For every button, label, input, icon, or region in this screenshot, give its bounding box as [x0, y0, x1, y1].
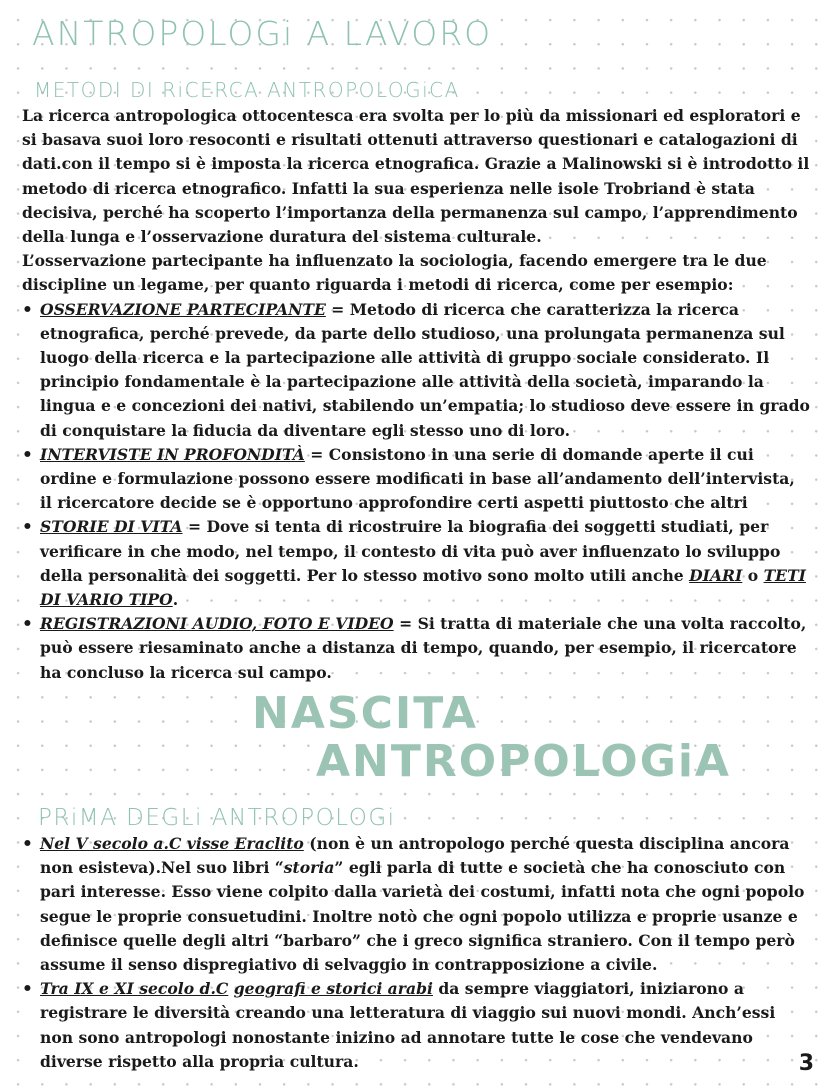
- term: STORIE DI VITA: [40, 517, 183, 537]
- section-methods: [22, 104, 812, 685]
- methods-list: [22, 298, 812, 685]
- definition: = Metodo di ricerca che caratterizza la ricerca etnografica, perché prevede, da parte dello studioso, una prolungata permanenza sul luogo della ricerca e la partecipazione alle attività di gruppo sociale considerato. Il principio fondamentale è la partecipazione alle attività della società, imparando la lingua e e concezioni dei nativi, stabilendo un’empatia; lo studioso deve essere in grado di conquistare la fiducia da diventare egli stesso uno di loro.: [40, 299, 810, 440]
- term: Tra IX e XI secolo d.C: [40, 979, 229, 999]
- book-title: storia: [283, 858, 335, 878]
- history-list: [22, 832, 812, 1074]
- term: OSSERVAZIONE PARTECIPANTE: [40, 299, 326, 319]
- definition: o: [742, 565, 764, 585]
- text: ” egli parla di tutte e società che ha conosciuto con pari interesse. Esso viene colpito dalla varietà dei costumi, infatti nota che ogni popolo segue le proprie consuetudini. Inoltre notò che ogni popolo utilizza e proprie usanze e definisce quelle degli altri “barbaro” che i greco significa straniero. Con il tempo però assume il senso dispregiativo di selvaggio in contrapposizione a civile.: [40, 858, 805, 975]
- section-heading-before: PRiMA DEGLi ANTROPOLOGi: [38, 805, 396, 831]
- page-title: ANTROPOLOGi A LAVORO: [32, 14, 493, 53]
- section-before: [22, 832, 812, 1074]
- list-item: [22, 832, 812, 977]
- paragraph: La ricerca antropologica ottocentesca era svolta per lo più da missionari ed esploratori e si basava suoi loro resoconti e risultati ottenuti attraverso questionari e catalogazioni di dati.con il tempo si è imposta la ricerca etnografica. Grazie a Malinowski si è introdotto il metodo di ricerca etnografico. Infatti la sua esperienza nelle isole Trobriand è stata decisiva, perché ha scoperto l’importanza della permanenza sul campo, l’apprendimento della lunga e l’osservazione duratura del sistema culturale.: [22, 106, 810, 247]
- term: REGISTRAZIONI AUDIO, FOTO E VIDEO: [40, 614, 394, 634]
- text: da sempre viaggiatori, iniziarono a registrare le diversità creando una letteratura di viaggio sui nuovi mondi. Anch’essi non sono antropologi nonostante inizino ad annotare tutte le cose che vendevano diverse rispetto alla propria cultura.: [40, 979, 776, 1071]
- section-heading-methods: METODI DI RiCERCA ANTROPOLOGiCA: [34, 78, 460, 102]
- list-item: [22, 612, 812, 685]
- term: DIARI: [689, 565, 743, 585]
- page-number: 3: [798, 1051, 814, 1076]
- list-item: [22, 977, 812, 1074]
- definition: .: [172, 590, 179, 610]
- list-item: [22, 298, 812, 443]
- big-heading-line2: ANTROPOLOGiA: [316, 736, 731, 787]
- term: INTERVISTE IN PROFONDITÀ: [40, 444, 305, 464]
- text: (non è un antropologo perché questa disciplina ancora non esisteva).Nel suo libri “: [40, 834, 790, 878]
- list-item: [22, 443, 812, 516]
- definition: = Dove si tenta di ricostruire la biografia dei soggetti studiati, per verificare in che modo, nel tempo, il contesto di vita può aver influenzato lo sviluppo della personalità dei soggetti. Per lo stesso motivo sono molto utili anche: [40, 517, 781, 585]
- definition: = Consistono in una serie di domande aperte il cui ordine e formulazione possono essere modificati in base all’andamento dell’intervista, il ricercatore decide se è opportuno approfondire certi aspetti piuttosto che altri: [40, 444, 795, 513]
- term: Nel V secolo a.C visse Eraclito: [40, 834, 304, 853]
- list-item: [22, 515, 812, 612]
- paragraph: L’osservazione partecipante ha influenzato la sociologia, facendo emergere tra le due discipline un legame, per quanto riguarda i metodi di ricerca, come per esempio:: [22, 251, 767, 295]
- definition: = Si tratta di materiale che una volta raccolto, può essere riesaminato anche a distanza di tempo, quando, per esempio, il ricercatore ha concluso la ricerca sul campo.: [40, 614, 807, 682]
- term: TETI DI VARIO TIPO: [40, 565, 806, 610]
- big-heading-line1: NASCITA: [252, 688, 478, 739]
- term: geografi e storici arabi: [233, 979, 433, 999]
